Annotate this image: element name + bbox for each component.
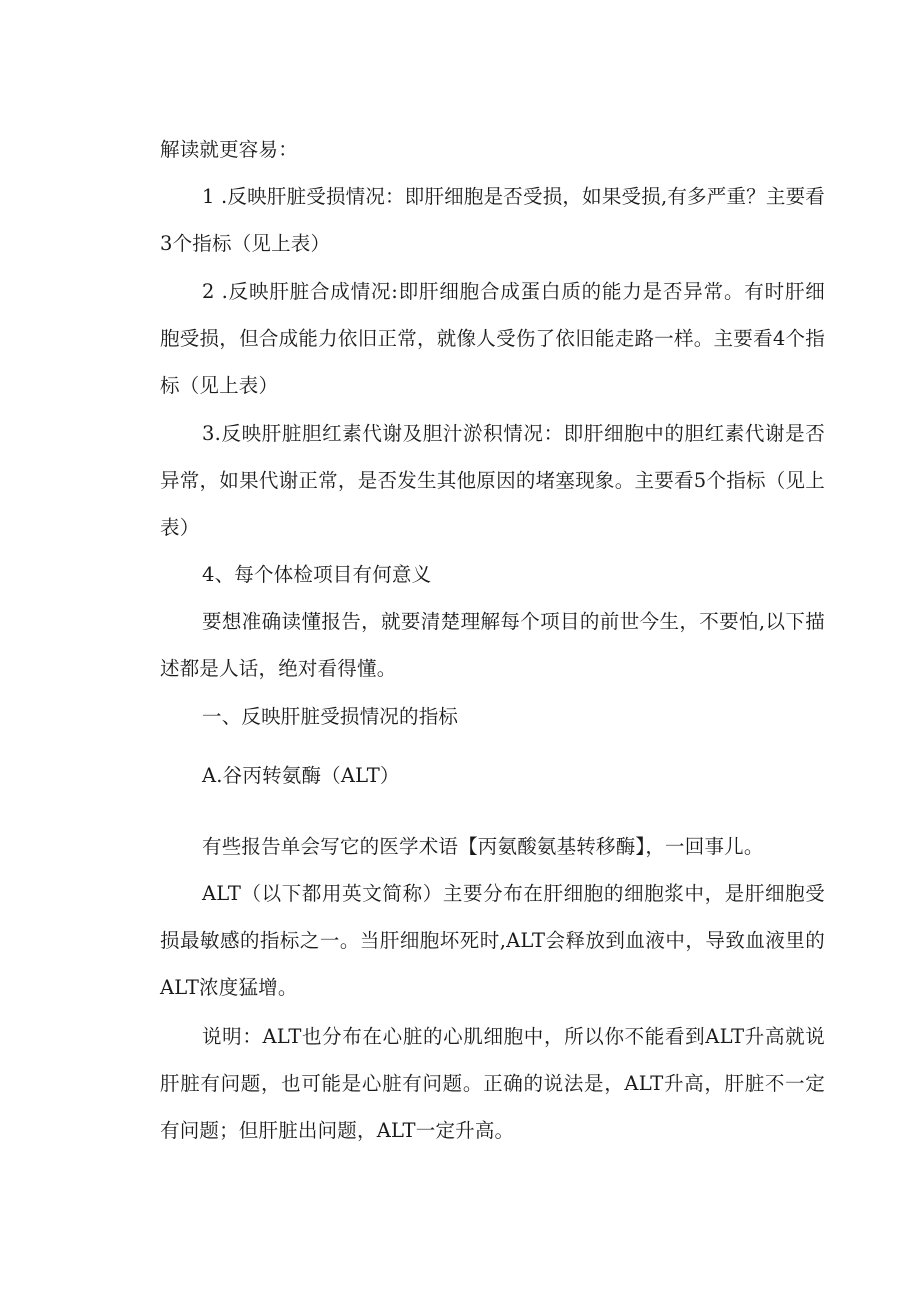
section-heading-4: 4、每个体检项目有何意义 [202, 563, 432, 586]
heading-liver-damage-indicators: 一、反映肝脏受损情况的指标 [202, 705, 459, 728]
paragraph-item-1: 1 .反映肝脏受损情况：即肝细胞是否受损，如果受损,有多严重？主要看3个指标（见上表） [160, 185, 825, 255]
heading-alt: A.谷丙转氨酶（ALT） [202, 764, 400, 787]
paragraph-item-2: 2 .反映肝脏合成情况:即肝细胞合成蛋白质的能力是否异常。有时肝细胞受损，但合成能力依旧正常，就像人受伤了依旧能走路一样。主要看4个指标（见上表） [160, 280, 825, 397]
paragraph-alt-note: 说明：ALT也分布在心脏的心肌细胞中，所以你不能看到ALT升高就说肝脏有问题，也可能是心脏有问题。正确的说法是，ALT升高，肝脏不一定有问题；但肝脏出问题，ALT一定升高。 [160, 1025, 825, 1142]
paragraph-alt-term: 有些报告单会写它的医学术语【丙氨酸氨基转移酶】，一回事儿。 [202, 835, 764, 858]
paragraph-item-3: 3.反映肝脏胆红素代谢及胆汁淤积情况：即肝细胞中的胆红素代谢是否异常，如果代谢正常，是否发生其他原因的堵塞现象。主要看5个指标（见上表） [160, 422, 825, 539]
paragraph-alt-desc: ALT（以下都用英文简称）主要分布在肝细胞的细胞浆中，是肝细胞受损最敏感的指标之一。当肝细胞坏死时,ALT会释放到血液中，导致血液里的ALT浓度猛增。 [160, 882, 825, 999]
paragraph-section-4-body: 要想准确读懂报告，就要清楚理解每个项目的前世今生，不要怕,以下描述都是人话，绝对看得懂。 [160, 610, 825, 680]
paragraph-intro-tail: 解读就更容易： [160, 138, 298, 161]
